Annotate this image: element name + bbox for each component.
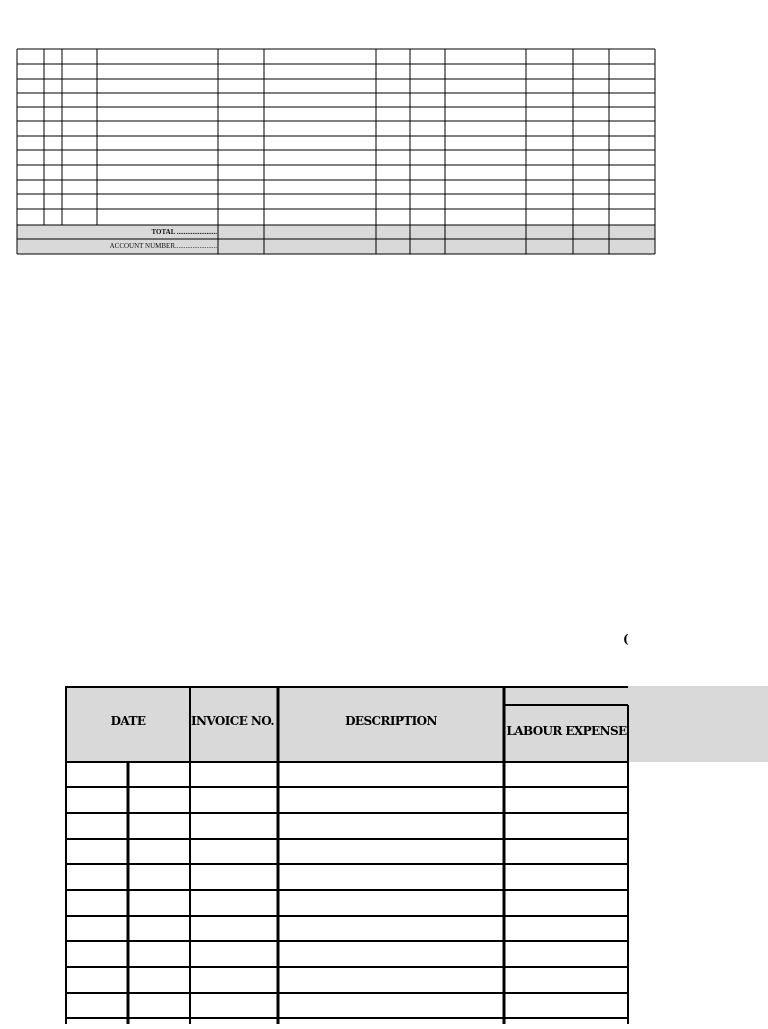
expense-table-lines [0,600,768,1024]
ledger-account-number-label: ACCOUNT NUMBER........................ [109,242,217,250]
expense-table [0,600,768,1024]
column-header-invoice-no: INVOICE NO. [191,714,274,728]
ledger-grid [0,0,768,270]
ledger-total-label: TOTAL ....................... [151,228,217,236]
column-header-description: DESCRIPTION [345,714,437,728]
column-header-date: DATE [110,714,146,728]
expense-header-overflow-shade [628,686,768,762]
column-header-labour-expense: LABOUR EXPENSE [506,724,627,738]
ledger-rules [17,49,655,254]
cut-off-mark: ( [623,632,629,646]
